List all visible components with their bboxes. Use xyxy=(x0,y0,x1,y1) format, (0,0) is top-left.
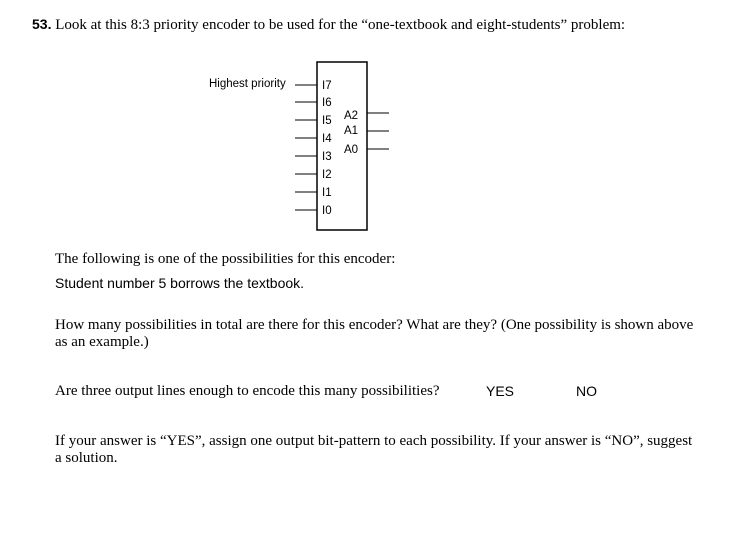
input-label-i2: I2 xyxy=(322,169,332,181)
input-label-i6: I6 xyxy=(322,97,332,109)
output-label-a2: A2 xyxy=(344,110,359,122)
count-question: How many possibilities in total are there for this encoder? What are they? (One possibility is shown above as an example.) xyxy=(55,317,694,350)
example-possibility: Student number 5 borrows the textbook. xyxy=(55,275,305,291)
question-number: 53. xyxy=(32,16,52,32)
input-label-i7: I7 xyxy=(322,80,332,92)
output-label-a1: A1 xyxy=(344,125,359,137)
yes-option[interactable]: YES xyxy=(486,383,515,399)
no-option[interactable]: NO xyxy=(576,383,597,399)
priority-label: Highest priority xyxy=(209,78,286,90)
input-label-i3: I3 xyxy=(322,151,332,163)
input-label-i5: I5 xyxy=(322,115,332,127)
output-label-a0: A0 xyxy=(344,144,359,156)
input-label-i0: I0 xyxy=(322,205,332,217)
question-prompt: Look at this 8:3 priority encoder to be used for the “one-textbook and eight-students” problem: xyxy=(55,17,626,33)
input-label-i4: I4 xyxy=(322,133,332,145)
instruction-text: If your answer is “YES”, assign one output bit-pattern to each possibility. If your answer is “NO”, suggest a solution. xyxy=(55,433,693,466)
possibility-intro: The following is one of the possibilities for this encoder: xyxy=(55,251,396,267)
enough-question: Are three output lines enough to encode this many possibilities? xyxy=(55,383,440,399)
input-label-i1: I1 xyxy=(322,187,332,199)
